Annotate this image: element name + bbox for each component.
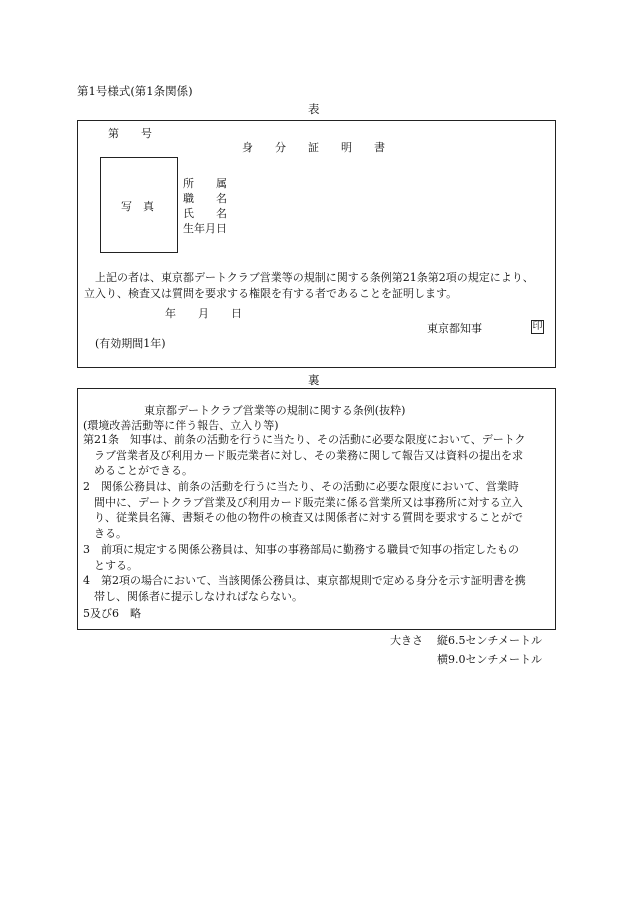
- issuer: 東京都知事: [427, 322, 482, 335]
- article-line: 帯し、関係者に提示しなければならない。: [94, 589, 303, 603]
- article-line: 4 第2項の場合において、当該関係公務員は、東京都規則で定める身分を示す証明書を携: [83, 574, 526, 587]
- field-position: 職 名: [183, 192, 227, 205]
- article-line: 3 前項に規定する関係公務員は、知事の事務部局に勤務する職員で知事の指定したもの: [83, 543, 519, 556]
- size-label: 大きさ: [390, 634, 423, 647]
- ordinance-title: 東京都デートクラブ営業等の規制に関する条例(抜粋): [144, 404, 406, 417]
- article-line: り、従業員名簿、書類その他の物件の検査又は関係者に対する質問を要求することがで: [94, 511, 523, 524]
- photo-box: [100, 157, 178, 253]
- article-line: 2 関係公務員は、前条の活動を行うに当たり、その活動に必要な限度において、営業時: [83, 480, 519, 493]
- certification-line: 立入り、検査又は質問を要求する権限を有する者であることを証明します。: [84, 286, 458, 300]
- certification-line: 上記の者は、東京都デートクラブ営業等の規制に関する条例第21条第2項の規定により、: [95, 271, 534, 284]
- article-item-5-6: 5及び6 略: [83, 607, 141, 620]
- article-item-3: [83, 542, 519, 573]
- article-line: 間中に、デートクラブ営業及び利用カード販売業に係る営業所又は事務所に対する立入: [94, 495, 523, 509]
- size-height: 縦6.5センチメートル: [437, 634, 543, 647]
- seal-mark: 印: [532, 321, 543, 332]
- field-affiliation: 所 属: [183, 177, 227, 190]
- article-21: [83, 432, 526, 479]
- number-label: 第 号: [108, 127, 152, 140]
- photo-label: 写 真: [121, 200, 154, 213]
- back-card: [77, 388, 556, 630]
- article-line: きる。: [94, 526, 127, 540]
- card-title: 身 分 証 明 書: [242, 141, 385, 154]
- back-heading: 裏: [308, 373, 320, 387]
- article-item-4: [83, 573, 526, 604]
- front-heading: 表: [308, 102, 320, 116]
- ordinance-subtitle: (環境改善活動等に伴う報告、立入り等): [83, 419, 279, 432]
- field-name: 氏 名: [183, 207, 227, 220]
- front-card: [77, 120, 556, 368]
- validity-period: (有効期間1年): [95, 337, 166, 350]
- article-line: めることができる。: [94, 464, 193, 477]
- size-width: 横9.0センチメートル: [437, 653, 543, 666]
- form-title: 第1号様式(第1条関係): [77, 84, 193, 98]
- field-birthdate: 生年月日: [183, 222, 227, 235]
- article-line: ラブ営業者及び利用カード販売業者に対し、その業務に関して報告又は資料の提出を求: [94, 448, 523, 462]
- article-line: とする。: [94, 558, 138, 572]
- issue-date: 年 月 日: [165, 307, 242, 320]
- article-item-2: [83, 479, 523, 541]
- article-line: 第21条 知事は、前条の活動を行うに当たり、その活動に必要な限度において、デートク: [83, 433, 526, 446]
- certification-text: [84, 270, 534, 301]
